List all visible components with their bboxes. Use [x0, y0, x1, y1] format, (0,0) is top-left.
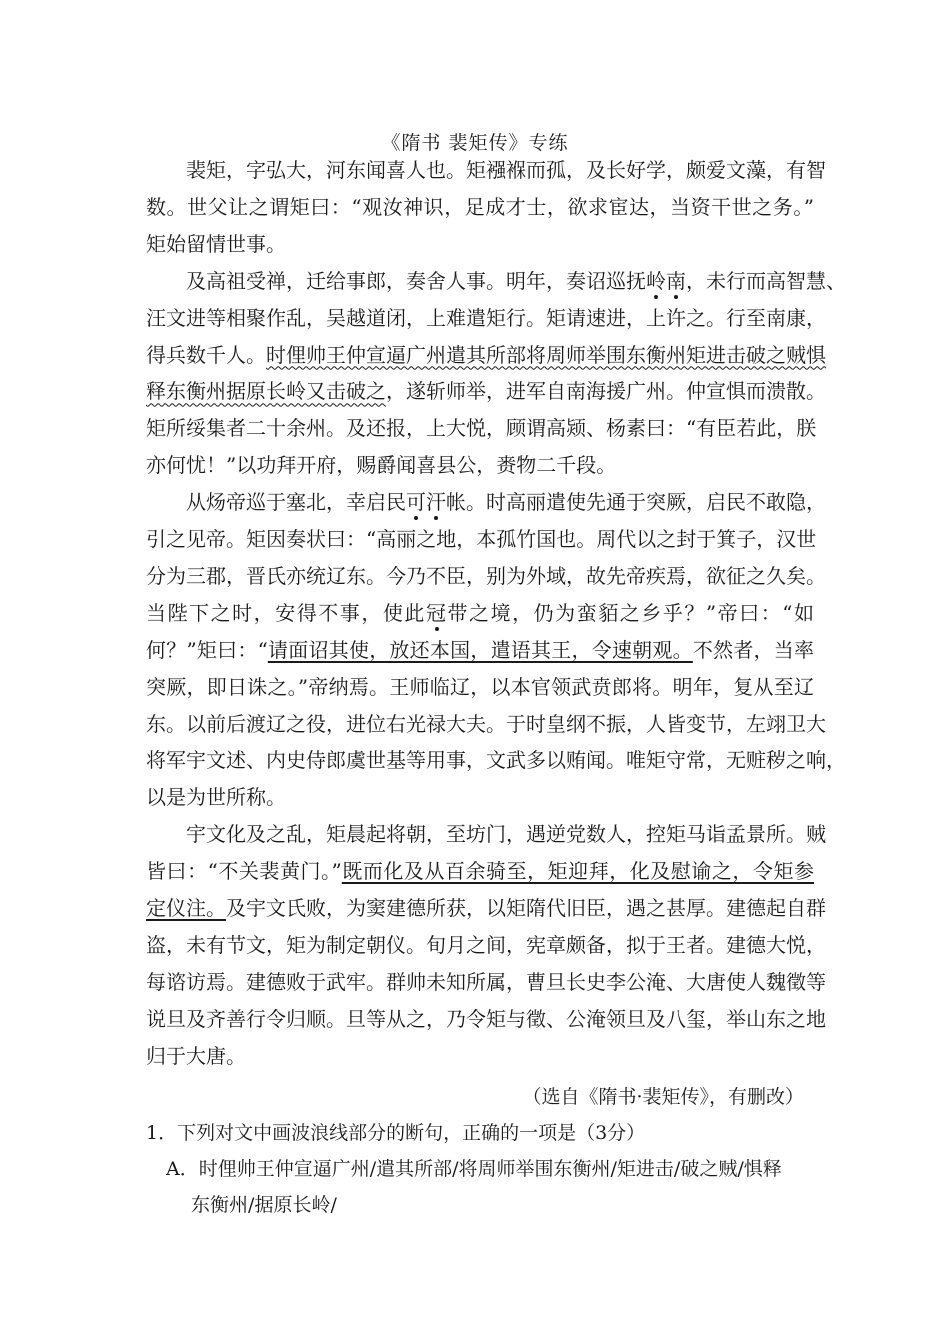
line-text: 盗，未有节文，矩为制定朝仪。旬月之间，宪章颇备，拟于王者。建德大悦，: [146, 932, 826, 957]
line-text: ，遂斩师举，进军自南海援广州。仲宣惧而溃散。: [386, 379, 826, 404]
source-citation: （选自《隋书·裴矩传》，有删改）: [522, 1086, 804, 1108]
passage-line: [146, 638, 814, 662]
underlined-text: 既而化及从百余骑至，矩迎拜，化及慰谕之，令矩参: [341, 859, 815, 884]
line-text: 亦何忧！”以功拜开府，赐爵闻喜县公，赉物二千段。: [146, 453, 617, 478]
wavy-underlined-text: 时俚帅王仲宣逼广州遣其所部将周师举围东衡州矩进击破之贼惧: [266, 342, 826, 367]
line-text: 及宇文氏败，为窦建德所获，以矩隋代旧臣，遇之甚厚。建德起自群: [226, 896, 826, 920]
passage-line: [146, 675, 814, 699]
passage-line: [146, 932, 826, 957]
passage-line: [146, 158, 826, 182]
line-text: 突厥，即日诛之。”帝纳焉。王师临辽，以本官领武贲郎将。明年，复从至辽: [146, 674, 814, 699]
emphasis-dot-char: 冠: [425, 600, 448, 625]
passage-line: [146, 305, 826, 330]
line-text: 不然者，当率: [692, 637, 815, 662]
wavy-underlined-text: 释东衡州据原长岭又击破之: [146, 379, 386, 404]
underlined-text: 请面诏其使，放还本国，遣语其王，令速朝观。: [267, 637, 693, 662]
passage-line: [146, 416, 817, 441]
line-text: 宇文化及之乱，矩晨起将朝，至坊门，遇逆党数人，控矩马诣孟景所。贼: [146, 822, 826, 847]
passage-line: [146, 563, 826, 588]
question-option: A．时俚帅王仲宣逼广州/遣其所部/将周师举围东衡州/矩进击/破之贼/惧释: [166, 1158, 782, 1180]
line-text: 带之境，仍为蛮貊之乡乎？”帝曰：“如: [447, 600, 815, 625]
question-stem: 1．下列对文中画波浪线部分的断句，正确的一项是（3分）: [146, 1122, 646, 1144]
passage-line: [146, 601, 814, 625]
passage-line: [146, 268, 846, 293]
passage-line: [146, 342, 826, 367]
passage-line: [146, 785, 814, 809]
line-text: 说旦及齐善行令归顺。旦等从之，乃令矩与徵、公淹领旦及八玺，举山东之地: [146, 1006, 826, 1031]
line-text: 矩始留情世事。: [146, 231, 286, 256]
line-text: 东。以前后渡辽之役，进位右光禄大夫。于时皇纲不振，人皆变节，左翊卫大: [146, 711, 826, 736]
passage-line: [146, 232, 814, 256]
line-text: 每谘访焉。建德败于武牢。群帅未知所属，曹旦长史李公淹、大唐使人魏徵等: [146, 969, 826, 994]
passage-line: [146, 379, 826, 404]
passage-line: [146, 859, 814, 883]
passage-line: [146, 969, 826, 994]
line-text: 以是为世所称。: [146, 785, 286, 810]
emphasis-dot-char: 岭: [646, 268, 666, 293]
passage-line: [146, 896, 826, 920]
passage-line: [146, 711, 826, 736]
line-text: 及高祖受禅，迁给事郎，奏舍人事。明年，奏诏巡抚: [146, 268, 646, 293]
question-option: 东衡州/据原长岭/: [166, 1194, 337, 1216]
line-text: 得兵数千人。: [146, 342, 266, 367]
line-text: 何？”矩曰：“: [146, 637, 268, 662]
passage-line: [146, 490, 826, 515]
line-text: 引之见帝。矩因奏状曰：“高丽之地，本孤竹国也。周代以之封于箕子，汉世: [146, 527, 817, 551]
document-title: 《隋书 裴矩传》专练: [381, 132, 569, 154]
line-text: 分为三郡，晋氏亦统辽东。今乃不臣，别为外域，故先帝疾焉，欲征之久矣。: [146, 563, 826, 588]
emphasis-dot-char: 南: [666, 268, 686, 293]
line-text: 数。世父让之谓矩曰：“观汝神识，足成才士，欲求宦达，当资干世之务。”: [146, 194, 814, 219]
line-text: 皆曰：“不关裴黄门。”: [146, 859, 342, 884]
passage-line: [146, 195, 814, 219]
line-text: 裴矩，字弘大，河东闻喜人也。矩襁褓而孤，及长好学，颇爱文藻，有智: [146, 158, 826, 182]
line-text: ，未行而高智慧、: [686, 268, 846, 293]
line-text: 将军宇文述、内史侍郎虞世基等用事，文武多以贿闻。唯矩守常，无赃秽之响，: [146, 748, 846, 773]
line-text: 帐。时高丽遣使先通于突厥，启民不敢隐，: [446, 490, 826, 515]
passage-line: [146, 527, 817, 551]
passage-line: [146, 1044, 814, 1068]
line-text: 矩所绥集者二十余州。及还报，上大悦，顾谓高颎、杨素曰：“有臣若此，朕: [146, 416, 817, 441]
emphasis-dot-char: 可: [406, 490, 426, 515]
passage-line: [146, 748, 846, 773]
emphasis-dot-char: 汗: [426, 490, 446, 515]
passage-line: [146, 1006, 826, 1031]
line-text: 从炀帝巡于塞北，幸启民: [146, 490, 406, 515]
line-text: 汪文进等相聚作乱，吴越道闭，上难遣矩行。矩请速进，上许之。行至南康，: [146, 305, 826, 330]
passage-line: [146, 822, 826, 847]
line-text: 当陛下之时，安得不事，使此: [146, 600, 426, 625]
underlined-text: 定仪注。: [146, 896, 226, 920]
line-text: 归于大唐。: [146, 1043, 246, 1068]
passage-line: [146, 453, 814, 477]
